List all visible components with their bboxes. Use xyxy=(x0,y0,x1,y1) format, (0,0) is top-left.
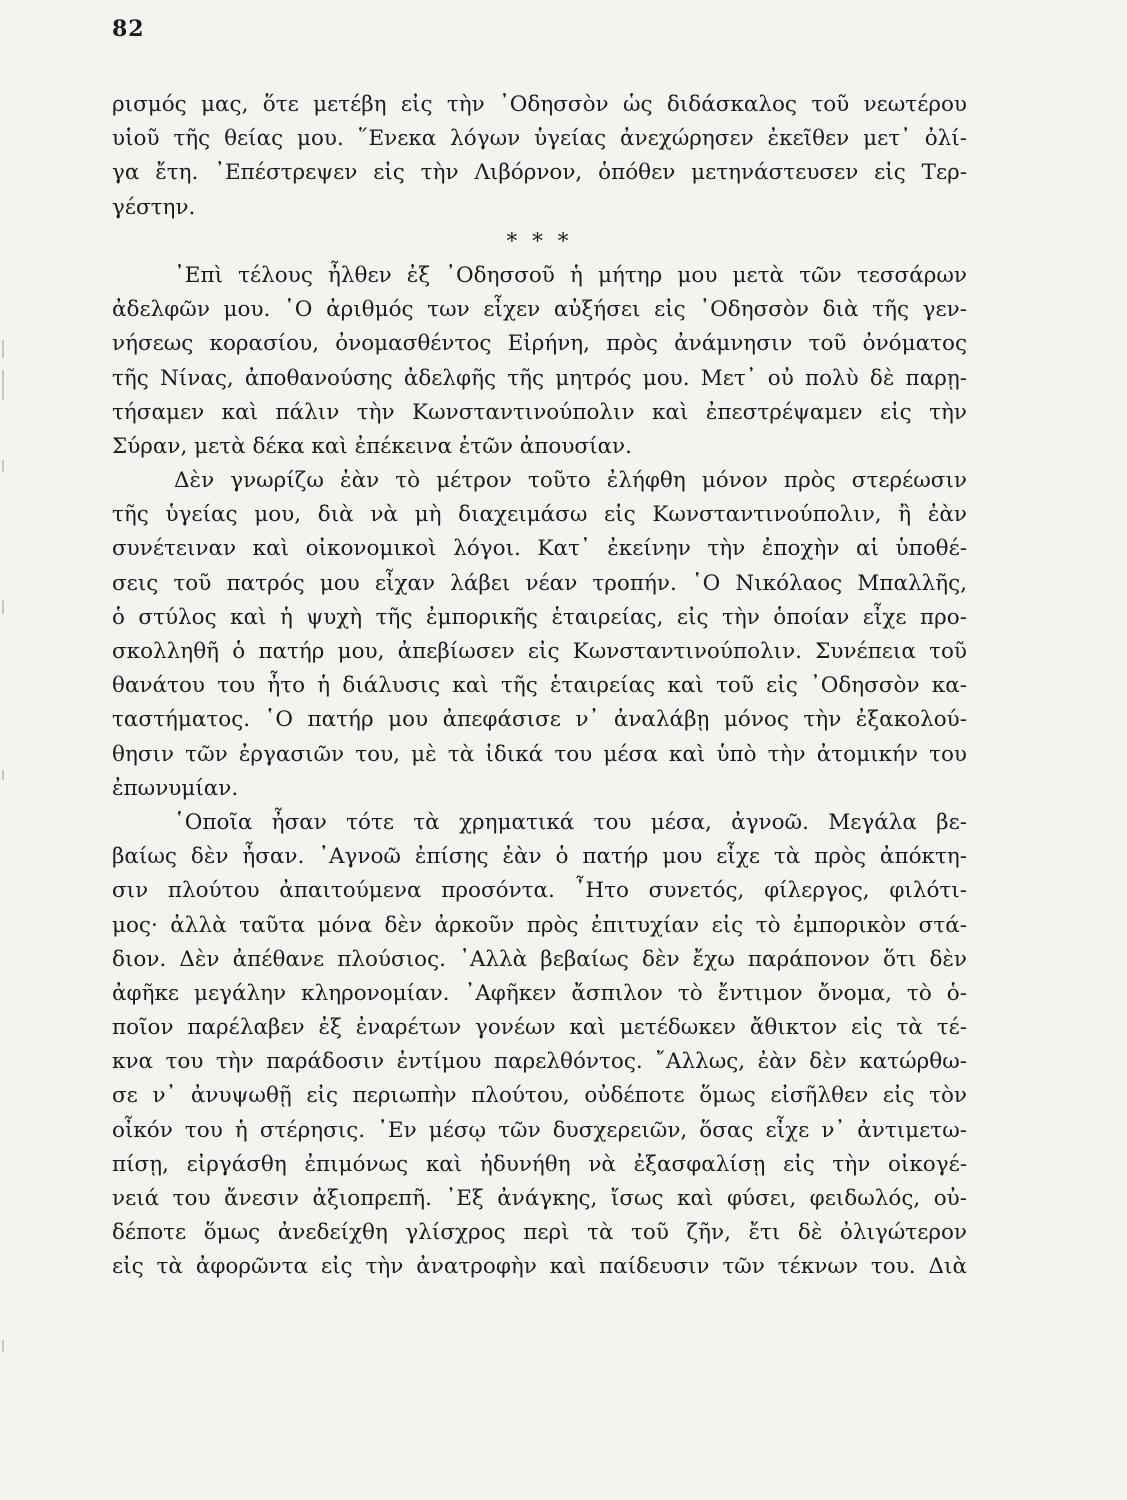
text-line: συνέτειναν καὶ οἰκονομικοὶ λόγοι. Κατ᾿ ἐκείνην τὴν ἐποχὴν αἱ ὑποθέ- xyxy=(112,536,967,562)
scan-mark xyxy=(2,340,4,358)
text-line: υἱοῦ τῆς θείας μου. ῞Ενεκα λόγων ὑγείας ἀνεχώρησεν ἐκεῖθεν μετ᾿ ὀλί- xyxy=(112,126,967,152)
text-line: θανάτου του ἦτο ἡ διάλυσις καὶ τῆς ἑταιρείας καὶ τοῦ εἰς ᾿Οδησσὸν κα- xyxy=(112,673,967,699)
text-line: μος· ἀλλὰ ταῦτα μόνα δὲν ἀρκοῦν πρὸς ἐπιτυχίαν εἰς τὸ ἐμπορικὸν στά- xyxy=(112,912,967,938)
body-text xyxy=(112,88,967,1285)
text-line: δέποτε ὅμως ἀνεδείχθη γλίσχρος περὶ τὰ τοῦ ζῆν, ἔτι δὲ ὀλιγώτερον xyxy=(112,1220,967,1246)
text-line: οἶκόν του ἡ στέρησις. ᾿Εν μέσῳ τῶν δυσχερειῶν, ὅσας εἶχε ν᾿ ἀντιμετω- xyxy=(112,1117,967,1143)
text-line: γα ἔτη. ᾿Επέστρεψεν εἰς τὴν Λιβόρνον, ὁπόθεν μετηνάστευσεν εἰς Τερ- xyxy=(112,160,967,186)
text-line: νήσεως κορασίου, ὀνομασθέντος Εἰρήνη, πρὸς ἀνάμνησιν τοῦ ὀνόματος xyxy=(112,331,967,357)
text-line: θησιν τῶν ἐργασιῶν του, μὲ τὰ ἰδικά του μέσα καὶ ὑπὸ τὴν ἀτομικήν του xyxy=(112,741,967,767)
scan-margin-marks xyxy=(0,300,14,1400)
paragraph-start: ῾Οποῖα ἦσαν τότε τὰ χρηματικά του μέσα, ἀγνοῶ. Μεγάλα βε- xyxy=(174,809,967,835)
page-number: 82 xyxy=(112,16,145,42)
text-line: ἀδελφῶν μου. ῾Ο ἀριθμός των εἶχεν αὐξήσει εἰς ᾿Οδησσὸν διὰ τῆς γεν- xyxy=(112,297,967,323)
text-line: ταστήματος. ῾Ο πατήρ μου ἀπεφάσισε ν᾿ ἀναλάβῃ μόνος τὴν ἐξακολού- xyxy=(112,707,967,733)
text-line: νειά του ἄνεσιν ἀξιοπρεπῆ. ᾿Εξ ἀνάγκης, ἴσως καὶ φύσει, φειδωλός, οὐ- xyxy=(112,1186,967,1211)
text-line: κνα του τὴν παράδοσιν ἐντίμου παρελθόντος. ῎Αλλως, ἐὰν δὲν κατώρθω- xyxy=(112,1049,967,1075)
text-line: ποῖον παρέλαβεν ἐξ ἐναρέτων γονέων καὶ μετέδωκεν ἄθικτον εἰς τὰ τέ- xyxy=(112,1015,967,1041)
paragraph-start: ᾿Επὶ τέλους ἦλθεν ἐξ ᾿Οδησσοῦ ἡ μήτηρ μου μετὰ τῶν τεσσάρων xyxy=(174,262,967,288)
scan-mark xyxy=(2,1340,4,1352)
text-line: ρισμός μας, ὅτε μετέβη εἰς τὴν ᾿Οδησσὸν ὡς διδάσκαλος τοῦ νεωτέρου xyxy=(112,92,967,117)
scan-mark xyxy=(2,770,4,780)
scan-mark xyxy=(2,370,4,400)
text-line: βαίως δὲν ἦσαν. ᾿Αγνοῶ ἐπίσης ἐὰν ὁ πατήρ μου εἶχε τὰ πρὸς ἀπόκτη- xyxy=(112,844,967,870)
section-separator: * * * xyxy=(506,228,573,254)
text-line: ἀφῆκε μεγάλην κληρονομίαν. ᾿Αφῆκεν ἄσπιλον τὸ ἔντιμον ὄνομα, τὸ ὁ- xyxy=(112,980,967,1006)
text-line: ὁ στύλος καὶ ἡ ψυχὴ τῆς ἐμπορικῆς ἑταιρείας, εἰς τὴν ὁποίαν εἶχε προ- xyxy=(112,604,967,630)
scan-mark xyxy=(2,460,4,472)
text-line: ἐπωνυμίαν. xyxy=(112,775,239,801)
text-line: σιν πλούτου ἀπαιτούμενα προσόντα. ῏Ητο συνετός, φίλεργος, φιλότι- xyxy=(112,878,967,904)
text-line: Σύραν, μετὰ δέκα καὶ ἐπέκεινα ἐτῶν ἀπουσίαν. xyxy=(112,433,632,459)
text-line: σκολληθῆ ὁ πατήρ μου, ἀπεβίωσεν εἰς Κωνσταντινούπολιν. Συνέπεια τοῦ xyxy=(112,639,967,664)
text-line: τῆς Νίνας, ἀποθανούσης ἀδελφῆς τῆς μητρός μου. Μετ᾿ οὐ πολὺ δὲ παρῃ- xyxy=(112,365,967,391)
paragraph-start: Δὲν γνωρίζω ἐὰν τὸ μέτρον τοῦτο ἐλήφθη μόνον πρὸς στερέωσιν xyxy=(174,468,967,494)
text-line: τήσαμεν καὶ πάλιν τὴν Κωνσταντινούπολιν καὶ ἐπεστρέψαμεν εἰς τὴν xyxy=(112,399,967,425)
scan-mark xyxy=(2,600,4,614)
text-line: γέστην. xyxy=(112,194,196,220)
text-line: πίσῃ, εἰργάσθη ἐπιμόνως καὶ ἠδυνήθη νὰ ἐξασφαλίσῃ εἰς τὴν οἰκογέ- xyxy=(112,1151,967,1177)
text-line: διον. Δὲν ἀπέθανε πλούσιος. ᾿Αλλὰ βεβαίως δὲν ἔχω παράπονον ὅτι δὲν xyxy=(112,946,967,972)
text-line: εἰς τὰ ἀφορῶντα εἰς τὴν ἀνατροφὴν καὶ παίδευσιν τῶν τέκνων του. Διὰ xyxy=(112,1254,967,1280)
text-line: σε ν᾿ ἀνυψωθῇ εἰς περιωπὴν πλούτου, οὐδέποτε ὅμως εἰσῆλθεν εἰς τὸν xyxy=(112,1083,967,1109)
text-line: σεις τοῦ πατρός μου εἶχαν λάβει νέαν τροπήν. ῾Ο Νικόλαος Μπαλλῆς, xyxy=(112,570,967,596)
text-line: τῆς ὑγείας μου, διὰ νὰ μὴ διαχειμάσω εἰς Κωνσταντινούπολιν, ἢ ἐὰν xyxy=(112,502,967,528)
